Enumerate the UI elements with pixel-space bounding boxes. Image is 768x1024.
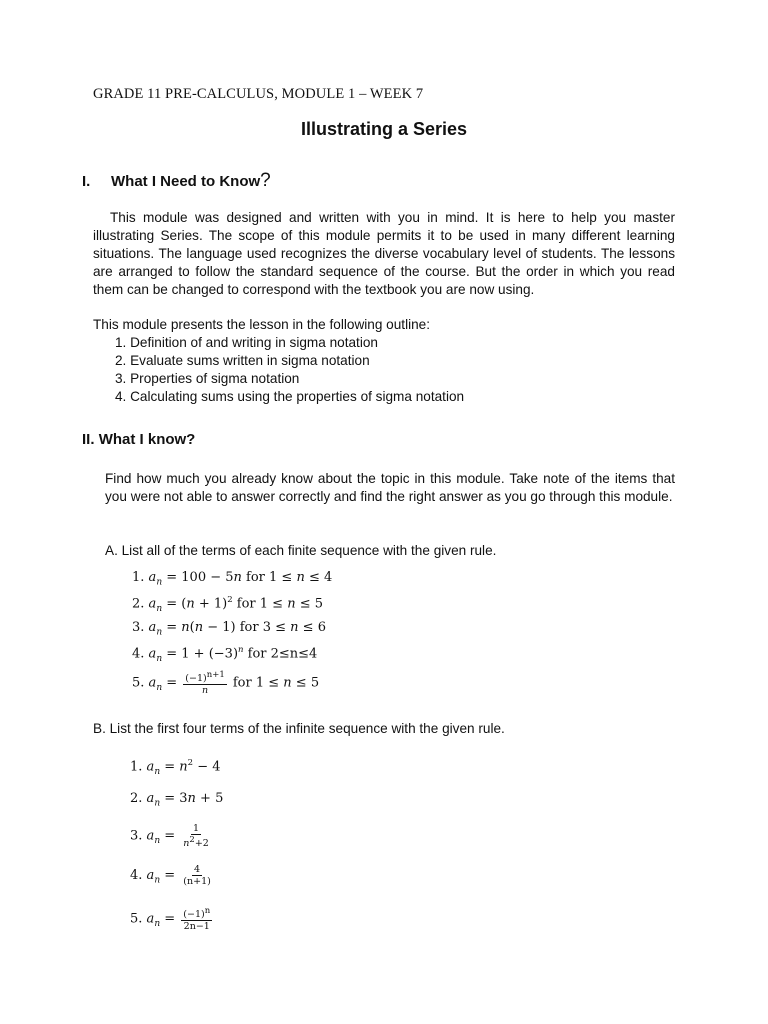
part-a-instruction: A. List all of the terms of each finite sequence with the given rule. (105, 543, 497, 558)
section-2-title: What I know? (98, 431, 196, 448)
outline-item: 1. Definition of and writing in sigma notation (115, 335, 378, 350)
lesson-outline (93, 334, 464, 406)
section-1-question-mark: ? (260, 170, 271, 191)
outline-item: 4. Calculating sums using the properties of sigma notation (115, 389, 465, 404)
part-b-instruction: B. List the first four terms of the infinite sequence with the given rule. (93, 721, 505, 736)
fraction: $\frac{(-1)^{n+1}}{n}$ (185, 670, 225, 697)
equation-b1: 1. $a_n = n^2 - 4$ (130, 758, 221, 777)
page-title: Illustrating a Series (300, 119, 468, 139)
equation-a5: 5. $a_n$ = $\frac{(-1)^{n+1}}{n}$ for 1 ≤ n ≤ 5 (132, 670, 320, 697)
equation-b4: 4. $a_n$ = $\frac{4}{(n+1)}$ (130, 864, 211, 887)
section-1-title: What I Need to Know (111, 173, 261, 190)
equation-b5: 5. $a_n$ = $\frac{(-1)^n}{2n-1}$ (130, 906, 211, 933)
equation-a4: 4. $a_n = 1 + (-3)^n$ for 2≤n≤4 (132, 645, 318, 664)
equation-b2: 2. $a_n = 3n + 5$ (130, 791, 224, 809)
section-2-number: II. (82, 431, 95, 448)
fraction: $\frac{(-1)^n}{2n-1}$ (183, 906, 211, 933)
equation-a1: 1. $a_n = 100 - 5n$ for 1 ≤ n ≤ 4 (132, 570, 333, 588)
outline-intro: This module presents the lesson in the following outline: (93, 317, 431, 332)
section-1-number: I. (82, 173, 91, 190)
equation-b3: 3. $a_n$ = $\frac{1}{n^2+2}$ (130, 823, 209, 850)
equation-a3: 3. $a_n = n(n - 1)$ for 3 ≤ n ≤ 6 (132, 620, 326, 638)
section-2-heading (82, 431, 195, 448)
fraction: $\frac{1}{n^2+2}$ (183, 823, 209, 850)
section-1-paragraph: This module was designed and written with you in mind. It is here to help you master illustrating Series. The scope of this module permits it to be used in many different learning situations. The language used recognizes the diverse vocabulary level of students. The lessons are arranged to follow the standard sequence of the course. But the order in which you read them can be changed to correspond with the textbook you are now using. (93, 210, 675, 297)
outline-item: 3. Properties of sigma notation (115, 371, 300, 386)
outline-item: 2. Evaluate sums written in sigma notation (115, 353, 370, 368)
fraction: $\frac{4}{(n+1)}$ (183, 864, 211, 887)
section-1-heading (82, 170, 271, 192)
equation-a2: 2. $a_n = (n + 1)^2$ for 1 ≤ n ≤ 5 (132, 595, 324, 614)
section-2-paragraph: Find how much you already know about the topic in this module. Take note of the items that you were not able to answer correctly and find the right answer as you go through this module. (105, 471, 675, 504)
module-header: GRADE 11 PRE-CALCULUS, MODULE 1 – WEEK 7 (93, 86, 424, 102)
